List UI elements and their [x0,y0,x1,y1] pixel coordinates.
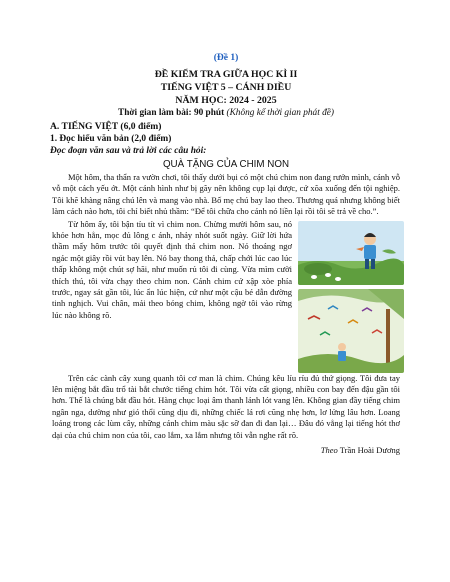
story-with-illustrations [52,219,400,373]
exam-title: ĐỀ KIỂM TRA GIỮA HỌC KÌ II [154,69,298,80]
credit-author: Trần Hoài Dương [339,445,400,456]
birds-in-forest-illustration [298,289,404,373]
time-line [52,107,400,120]
story-paragraph-2-column [52,219,292,373]
boy-with-bird-illustration [298,221,404,285]
credit-prefix: Theo [320,445,338,456]
time-note: (Không kể thời gian phát đề) [226,108,334,118]
exam-subject: TIẾNG VIỆT 5 – CÁNH DIỀU [160,82,292,93]
story-credit [52,444,400,456]
instruction: Đọc đoạn văn sau và trả lời các câu hỏi: [50,146,207,156]
school-year: NĂM HỌC: 2024 - 2025 [175,95,277,106]
exam-number: (Đề 1) [213,53,239,63]
story-paragraph-2: Từ hôm ấy, tôi bận tíu tít vì chim non. Chừng mười hôm sau, nó khỏe hơn hẳn, mọc đủ lông c ánh, nhảy nhót suốt ngày. Giữ lời hứa thầm mấy hôm trước tôi quyết định thả chim non. Nó thoáng ngơ ngác một giây rồi vút bay lên. Nó bay thong thả, chấp chới lúc cao lúc thấp không một chút sợ hãi, như muốn rủ tôi đi cùng. Vừa mìm cười thích thú, tôi vừa chạy theo chim non. Cánh chim cứ xập xòe phía trước, ngay sát gần tôi, lúc ẩn lúc hiện, cứ như một cậu bé dẫn đường tinh nghịch. Vui chân, mải theo bóng chim, không ngờ tôi vào rừng lúc nào không rõ. [52,218,292,320]
story-paragraph-1: Một hôm, tha thẩn ra vườn chơi, tôi thấy dưới bụi có một chú chim non đang rướn mình, cánh vỗ vỗ một cách yếu ớt. Một cánh hình như bị gãy nên không cụp lại được, cứ xõa xuống đến tội nghiệp. Tôi khẽ khàng nâng chú lên và mang vào nhà. Bố mẹ chú bay lao theo. Thương quá nhưng không biết làm cách nào hơn, tôi chỉ biết nhủ thầm: “Để tôi chữa cho cánh nó liền lại rồi tôi sẽ trả về cho.”. [52,172,400,217]
section-heading: A. TIẾNG VIỆT (6,0 điểm) [50,121,162,132]
story-title: QUÀ TẶNG CỦA CHIM NON [162,159,290,170]
illustrations [298,219,404,373]
time-label: Thời gian làm bài: 90 phút [118,108,225,118]
story-paragraph-3: Trên các cành cây xung quanh tôi cơ man là chim. Chúng kêu líu ríu đủ thứ giọng. Tôi đưa tay lên miệng bắt đầu trổ tài bắt chước tiếng chim hót. Tôi vừa cất giọng, nhiều con bay đến đậu gần tôi hơn. Thế là chúng bắt đầu hót. Hàng chục loại âm thanh lảnh lót vang lên. Không gian đầy tiếng chim ngân nga, dường như gió thổi cũng dịu đi, những chiếc lá rơi cũng nhẹ hơn, lơ lửng lâu hơn. Loang loáng trong các lùm cây, những cánh chim màu sặc sỡ đan đi đan lại… Đâu đó vẳng lại tiếng hót thơ dại của chú chim non của tôi, cao lắm, xa lắm nhưng tôi vẫn nghe rất rõ. [52,372,400,440]
section-subheading: 1. Đọc hiểu văn bản (2,0 điểm) [50,134,172,144]
